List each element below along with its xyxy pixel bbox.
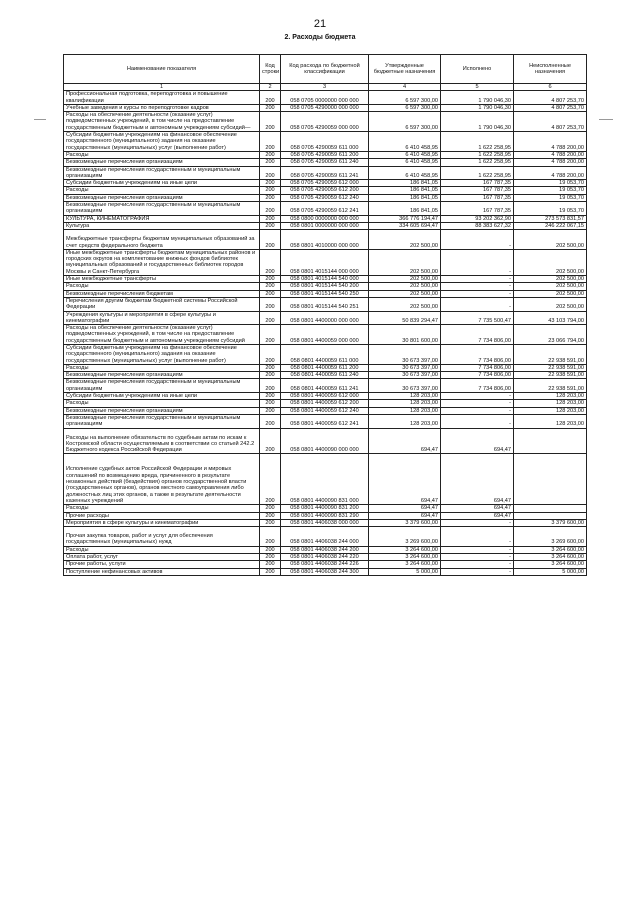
indicator-name-cell: Расходы <box>64 400 260 407</box>
indicator-name-cell: Перечисления другим бюджетам бюджетной системы Российской Федерации <box>64 297 260 311</box>
executed-amount-cell: 1 622 258,95 <box>441 132 514 152</box>
classification-code-cell: 058 0801 4400059 611 241 <box>281 379 369 393</box>
line-code-cell: 200 <box>260 454 281 505</box>
executed-amount-cell: - <box>441 554 514 561</box>
approved-amount-cell: 6 410 458,95 <box>369 166 441 180</box>
approved-amount-cell: 366 776 194,47 <box>369 215 441 222</box>
approved-amount-cell: 5 000,00 <box>369 568 441 575</box>
remaining-amount-cell: 4 788 200,00 <box>514 159 587 166</box>
line-code-cell: 200 <box>260 297 281 311</box>
table-row <box>64 311 587 325</box>
table-row <box>64 91 587 105</box>
executed-amount-cell: 167 787,35 <box>441 194 514 201</box>
line-code-cell: 200 <box>260 325 281 345</box>
table-row <box>64 276 587 283</box>
remaining-amount-cell: 128 203,00 <box>514 407 587 414</box>
executed-amount-cell: 167 787,35 <box>441 202 514 216</box>
indicator-name-cell: Прочие расходы <box>64 512 260 519</box>
table-row <box>64 166 587 180</box>
executed-amount-cell: - <box>441 290 514 297</box>
line-code-cell: 200 <box>260 505 281 512</box>
classification-code-cell: 058 0801 4400059 612 000 <box>281 393 369 400</box>
line-code-cell: 200 <box>260 194 281 201</box>
classification-code-cell: 058 0801 4400059 612 241 <box>281 414 369 428</box>
executed-amount-cell: - <box>441 283 514 290</box>
executed-amount-cell: 1 622 258,95 <box>441 151 514 158</box>
line-code-cell: 200 <box>260 561 281 568</box>
line-code-cell: 200 <box>260 215 281 222</box>
executed-amount-cell: - <box>441 568 514 575</box>
remaining-amount-cell: 22 938 591,00 <box>514 372 587 379</box>
line-code-cell: 200 <box>260 187 281 194</box>
approved-amount-cell: 6 410 458,95 <box>369 159 441 166</box>
table-row <box>64 159 587 166</box>
approved-amount-cell: 128 203,00 <box>369 414 441 428</box>
header-remaining: Неисполненные назначения <box>514 55 587 84</box>
table-row <box>64 519 587 526</box>
executed-amount-cell: - <box>441 407 514 414</box>
executed-amount-cell: - <box>441 400 514 407</box>
page-number: 21 <box>313 18 327 30</box>
indicator-name-cell: Расходы на обеспечение деятельности (оказание услуг) подведомственных учреждений, в том числе на предоставление государственным бюджетным и автономным учреждениям субсидий <box>64 325 260 345</box>
line-code-cell: 200 <box>260 276 281 283</box>
indicator-name-cell: Расходы <box>64 364 260 371</box>
table-row <box>64 222 587 229</box>
classification-code-cell: 058 0801 4406038 000 000 <box>281 519 369 526</box>
line-code-cell: 200 <box>260 104 281 111</box>
remaining-amount-cell: 4 788 200,00 <box>514 166 587 180</box>
column-number: 3 <box>281 84 369 91</box>
classification-code-cell: 058 0801 4015144 000 000 <box>281 249 369 275</box>
executed-amount-cell: - <box>441 276 514 283</box>
classification-code-cell: 058 0705 4290059 611 241 <box>281 166 369 180</box>
table-row <box>64 512 587 519</box>
column-number: 4 <box>369 84 441 91</box>
classification-code-cell: 058 0801 4406038 244 220 <box>281 554 369 561</box>
approved-amount-cell: 128 203,00 <box>369 400 441 407</box>
line-code-cell: 200 <box>260 112 281 132</box>
executed-amount-cell: 7 734 806,00 <box>441 379 514 393</box>
line-code-cell: 200 <box>260 527 281 547</box>
table-row <box>64 561 587 568</box>
classification-code-cell: 058 0801 4400059 611 200 <box>281 364 369 371</box>
line-code-cell: 200 <box>260 393 281 400</box>
executed-amount-cell: 1 790 046,30 <box>441 104 514 111</box>
line-code-cell: 200 <box>260 568 281 575</box>
remaining-amount-cell: 19 053,70 <box>514 194 587 201</box>
remaining-amount-cell: 22 938 591,00 <box>514 364 587 371</box>
remaining-amount-cell: 3 269 600,00 <box>514 527 587 547</box>
executed-amount-cell: 1 622 258,95 <box>441 159 514 166</box>
line-code-cell: 200 <box>260 519 281 526</box>
executed-amount-cell: 694,47 <box>441 512 514 519</box>
executed-amount-cell: - <box>441 297 514 311</box>
indicator-name-cell: Поступление нефинансовых активов <box>64 568 260 575</box>
remaining-amount-cell: 202 500,00 <box>514 230 587 250</box>
executed-amount-cell: 7 734 806,00 <box>441 344 514 364</box>
executed-amount-cell: 88 383 627,32 <box>441 222 514 229</box>
line-code-cell: 200 <box>260 311 281 325</box>
table-row <box>64 194 587 201</box>
classification-code-cell: 058 0705 4290000 000 000 <box>281 104 369 111</box>
table-row <box>64 283 587 290</box>
approved-amount-cell: 202 500,00 <box>369 249 441 275</box>
indicator-name-cell: Расходы <box>64 546 260 553</box>
table-row <box>64 407 587 414</box>
remaining-amount-cell: 128 203,00 <box>514 393 587 400</box>
remaining-amount-cell: 19 053,70 <box>514 187 587 194</box>
margin-mark-left <box>34 119 46 120</box>
table-row <box>64 180 587 187</box>
indicator-name-cell: Учреждения культуры и мероприятия в сфере культуры и кинематографии <box>64 311 260 325</box>
executed-amount-cell: 7 734 806,00 <box>441 364 514 371</box>
indicator-name-cell: Расходы <box>64 505 260 512</box>
approved-amount-cell: 30 801 600,00 <box>369 325 441 345</box>
approved-amount-cell: 6 597 300,00 <box>369 104 441 111</box>
table-row <box>64 325 587 345</box>
approved-amount-cell: 128 203,00 <box>369 407 441 414</box>
classification-code-cell: 058 0705 4290059 612 200 <box>281 187 369 194</box>
line-code-cell: 200 <box>260 512 281 519</box>
executed-amount-cell: 167 787,35 <box>441 180 514 187</box>
header-approved: Утвержденные бюджетные назначения <box>369 55 441 84</box>
approved-amount-cell: 202 500,00 <box>369 230 441 250</box>
indicator-name-cell: Межбюджетные трансферты бюджетам муниципальных образований за счет средств федерального бюджета <box>64 230 260 250</box>
classification-code-cell: 058 0705 4290059 611 200 <box>281 151 369 158</box>
executed-amount-cell: 1 790 046,30 <box>441 112 514 132</box>
line-code-cell: 200 <box>260 91 281 105</box>
indicator-name-cell: Культура <box>64 222 260 229</box>
executed-amount-cell: - <box>441 561 514 568</box>
executed-amount-cell: - <box>441 230 514 250</box>
classification-code-cell: 058 0705 4290059 611 240 <box>281 159 369 166</box>
classification-code-cell: 058 0801 4015144 540 251 <box>281 297 369 311</box>
classification-code-cell: 058 0801 4015144 540 200 <box>281 283 369 290</box>
column-number: 2 <box>260 84 281 91</box>
line-code-cell: 200 <box>260 407 281 414</box>
remaining-amount-cell: 3 264 600,00 <box>514 561 587 568</box>
approved-amount-cell: 6 597 300,00 <box>369 112 441 132</box>
table-row <box>64 428 587 454</box>
classification-code-cell: 058 0801 4400059 611 000 <box>281 344 369 364</box>
executed-amount-cell: - <box>441 546 514 553</box>
header-line-code: Код строки <box>260 55 281 84</box>
table-row <box>64 546 587 553</box>
indicator-name-cell: Субсидии бюджетным учреждениям на финансовое обеспечение государственного (муниципального) задания на оказание государственных (муниципальных) услуг (выполнение работ) <box>64 132 260 152</box>
approved-amount-cell: 6 410 458,95 <box>369 151 441 158</box>
column-number-row <box>64 84 587 91</box>
executed-amount-cell: - <box>441 414 514 428</box>
table-row <box>64 344 587 364</box>
indicator-name-cell: Исполнение судебных актов Российской Федерации и мировых соглашений по возмещению вреда, причиненного в результате незаконных действий (бездействия) органов государственной власти (государственных органов), органов местного самоуправления либо должностных лиц этих органов, а также в результате деятельности казенных учреждений <box>64 454 260 505</box>
line-code-cell: 200 <box>260 400 281 407</box>
table-row <box>64 104 587 111</box>
executed-amount-cell: 694,47 <box>441 505 514 512</box>
line-code-cell: 200 <box>260 202 281 216</box>
executed-amount-cell: 7 735 500,47 <box>441 311 514 325</box>
approved-amount-cell: 128 203,00 <box>369 393 441 400</box>
remaining-amount-cell: 19 053,70 <box>514 180 587 187</box>
approved-amount-cell: 694,47 <box>369 505 441 512</box>
indicator-name-cell: Оплата работ, услуг <box>64 554 260 561</box>
approved-amount-cell: 30 673 397,00 <box>369 372 441 379</box>
header-indicator-name: Наименование показателя <box>64 55 260 84</box>
indicator-name-cell: Иные межбюджетные трансферты <box>64 276 260 283</box>
table-row <box>64 132 587 152</box>
table-row <box>64 297 587 311</box>
header-executed: Исполнено <box>441 55 514 84</box>
table-row <box>64 249 587 275</box>
classification-code-cell: 058 0705 0000000 000 000 <box>281 91 369 105</box>
remaining-amount-cell <box>514 505 587 512</box>
classification-code-cell: 058 0801 4400059 612 240 <box>281 407 369 414</box>
remaining-amount-cell <box>514 512 587 519</box>
approved-amount-cell: 186 841,05 <box>369 187 441 194</box>
line-code-cell: 200 <box>260 159 281 166</box>
remaining-amount-cell: 202 500,00 <box>514 290 587 297</box>
indicator-name-cell: Профессиональная подготовка, переподготовка и повышение квалификации <box>64 91 260 105</box>
approved-amount-cell: 30 673 397,00 <box>369 379 441 393</box>
line-code-cell: 200 <box>260 414 281 428</box>
indicator-name-cell: Безвозмездные перечисления государственным и муниципальным организациям <box>64 379 260 393</box>
indicator-name-cell: Прочая закупка товаров, работ и услуг для обеспечения государственных (муниципальных) нужд <box>64 527 260 547</box>
classification-code-cell: 058 0801 4400059 000 000 <box>281 325 369 345</box>
executed-amount-cell: - <box>441 527 514 547</box>
table-header-row <box>64 55 587 84</box>
indicator-name-cell: Субсидии бюджетным учреждениям на иные цели <box>64 180 260 187</box>
executed-amount-cell: 7 734 806,00 <box>441 372 514 379</box>
indicator-name-cell: Безвозмездные перечисления бюджетам <box>64 290 260 297</box>
remaining-amount-cell: 4 807 253,70 <box>514 112 587 132</box>
classification-code-cell: 058 0801 4400090 000 000 <box>281 428 369 454</box>
table-row <box>64 372 587 379</box>
column-number: 5 <box>441 84 514 91</box>
line-code-cell: 200 <box>260 546 281 553</box>
classification-code-cell: 058 0801 4400090 831 290 <box>281 512 369 519</box>
line-code-cell: 200 <box>260 379 281 393</box>
table-row <box>64 554 587 561</box>
approved-amount-cell: 694,47 <box>369 454 441 505</box>
line-code-cell: 200 <box>260 554 281 561</box>
remaining-amount-cell: 128 203,00 <box>514 400 587 407</box>
indicator-name-cell: Безвозмездные перечисления государственным и муниципальным организациям <box>64 166 260 180</box>
line-code-cell: 200 <box>260 230 281 250</box>
approved-amount-cell: 694,47 <box>369 428 441 454</box>
indicator-name-cell: Безвозмездные перечисления организациям <box>64 194 260 201</box>
approved-amount-cell: 694,47 <box>369 512 441 519</box>
remaining-amount-cell: 273 573 831,57 <box>514 215 587 222</box>
executed-amount-cell: 1 790 046,30 <box>441 91 514 105</box>
remaining-amount-cell: 202 500,00 <box>514 283 587 290</box>
approved-amount-cell: 3 264 600,00 <box>369 554 441 561</box>
approved-amount-cell: 3 379 600,00 <box>369 519 441 526</box>
classification-code-cell: 058 0705 4290059 612 000 <box>281 180 369 187</box>
approved-amount-cell: 202 500,00 <box>369 297 441 311</box>
executed-amount-cell: 694,47 <box>441 428 514 454</box>
executed-amount-cell: 167 787,35 <box>441 187 514 194</box>
line-code-cell: 200 <box>260 222 281 229</box>
line-code-cell: 200 <box>260 249 281 275</box>
approved-amount-cell: 3 264 600,00 <box>369 561 441 568</box>
remaining-amount-cell: 4 788 200,00 <box>514 151 587 158</box>
table-row <box>64 202 587 216</box>
remaining-amount-cell: 3 379 600,00 <box>514 519 587 526</box>
indicator-name-cell: Субсидии бюджетным учреждениям на финансовое обеспечение государственного (муниципального) задания на оказание государственных (муниципальных) услуг (выполнение работ) <box>64 344 260 364</box>
classification-code-cell: 058 0801 4406038 244 000 <box>281 527 369 547</box>
classification-code-cell: 058 0801 4400000 000 000 <box>281 311 369 325</box>
remaining-amount-cell: 4 807 253,70 <box>514 104 587 111</box>
approved-amount-cell: 334 605 694,47 <box>369 222 441 229</box>
approved-amount-cell: 202 500,00 <box>369 276 441 283</box>
table-row <box>64 393 587 400</box>
indicator-name-cell: Расходы <box>64 187 260 194</box>
classification-code-cell: 058 0801 4400059 611 240 <box>281 372 369 379</box>
table-row <box>64 400 587 407</box>
remaining-amount-cell: 246 222 067,15 <box>514 222 587 229</box>
classification-code-cell: 058 0801 4015144 540 000 <box>281 276 369 283</box>
remaining-amount-cell: 4 807 253,70 <box>514 91 587 105</box>
table-row <box>64 112 587 132</box>
table-row <box>64 215 587 222</box>
remaining-amount-cell: 5 000,00 <box>514 568 587 575</box>
approved-amount-cell: 30 673 397,00 <box>369 344 441 364</box>
indicator-name-cell: Учебные заведения и курсы по переподготовке кадров <box>64 104 260 111</box>
table-row <box>64 568 587 575</box>
indicator-name-cell: Прочие работы, услуги <box>64 561 260 568</box>
approved-amount-cell: 3 269 600,00 <box>369 527 441 547</box>
remaining-amount-cell: 3 264 600,00 <box>514 554 587 561</box>
executed-amount-cell: - <box>441 519 514 526</box>
classification-code-cell: 058 0800 0000000 000 000 <box>281 215 369 222</box>
table-row <box>64 187 587 194</box>
indicator-name-cell: Безвозмездные перечисления организациям <box>64 159 260 166</box>
line-code-cell: 200 <box>260 372 281 379</box>
line-code-cell: 200 <box>260 151 281 158</box>
remaining-amount-cell: 4 788 200,00 <box>514 132 587 152</box>
line-code-cell: 200 <box>260 132 281 152</box>
table-row <box>64 414 587 428</box>
header-classification-code: Код расхода по бюджетной классификации <box>281 55 369 84</box>
line-code-cell: 200 <box>260 166 281 180</box>
indicator-name-cell: Расходы на выполнение обязательств по судебным актам по искам к Костромской области осуществляемым в соответствии со статьей 242.2 Бюджетного кодекса Российской Федерации <box>64 428 260 454</box>
table-row <box>64 151 587 158</box>
line-code-cell: 200 <box>260 180 281 187</box>
line-code-cell: 200 <box>260 364 281 371</box>
table-row <box>64 364 587 371</box>
indicator-name-cell: Субсидии бюджетным учреждениям на иные цели <box>64 393 260 400</box>
column-number: 1 <box>64 84 260 91</box>
remaining-amount-cell: 202 500,00 <box>514 276 587 283</box>
approved-amount-cell: 6 597 300,00 <box>369 91 441 105</box>
line-code-cell: 200 <box>260 290 281 297</box>
indicator-name-cell: Расходы <box>64 283 260 290</box>
classification-code-cell: 058 0801 4015144 540 250 <box>281 290 369 297</box>
indicator-name-cell: Мероприятия в сфере культуры и кинематографии <box>64 519 260 526</box>
table-body <box>64 91 587 576</box>
executed-amount-cell: 1 622 258,95 <box>441 166 514 180</box>
executed-amount-cell: 694,47 <box>441 454 514 505</box>
classification-code-cell: 058 0705 4290059 612 240 <box>281 194 369 201</box>
classification-code-cell: 058 0801 4010000 000 000 <box>281 230 369 250</box>
remaining-amount-cell: 202 500,00 <box>514 297 587 311</box>
executed-amount-cell: - <box>441 249 514 275</box>
classification-code-cell: 058 0705 4290059 611 000 <box>281 132 369 152</box>
table-row <box>64 454 587 505</box>
indicator-name-cell: Безвозмездные перечисления организациям <box>64 372 260 379</box>
line-code-cell: 200 <box>260 428 281 454</box>
classification-code-cell: 058 0801 4406038 244 226 <box>281 561 369 568</box>
line-code-cell: 200 <box>260 344 281 364</box>
indicator-name-cell: Расходы <box>64 151 260 158</box>
remaining-amount-cell <box>514 454 587 505</box>
classification-code-cell: 058 0801 4400090 831 200 <box>281 505 369 512</box>
classification-code-cell: 058 0801 0000000 000 000 <box>281 222 369 229</box>
table-row <box>64 230 587 250</box>
line-code-cell: 200 <box>260 283 281 290</box>
approved-amount-cell: 3 264 600,00 <box>369 546 441 553</box>
remaining-amount-cell: 3 264 600,00 <box>514 546 587 553</box>
classification-code-cell: 058 0705 4290059 000 000 <box>281 112 369 132</box>
classification-code-cell: 058 0801 4406038 244 200 <box>281 546 369 553</box>
remaining-amount-cell: 128 203,00 <box>514 414 587 428</box>
executed-amount-cell: 93 202 362,90 <box>441 215 514 222</box>
expenses-table <box>63 54 587 576</box>
remaining-amount-cell: 202 500,00 <box>514 249 587 275</box>
column-number: 6 <box>514 84 587 91</box>
classification-code-cell: 058 0801 4400059 612 200 <box>281 400 369 407</box>
indicator-name-cell: Иные межбюджетные трансферты бюджетам муниципальных районов и городских округов на комплектование книжных фондов библиотек муниципальных образований и государственных библиотек городов Москвы и Санкт-Петербурга <box>64 249 260 275</box>
approved-amount-cell: 50 839 294,47 <box>369 311 441 325</box>
table-row <box>64 379 587 393</box>
executed-amount-cell: 7 734 806,00 <box>441 325 514 345</box>
indicator-name-cell: Безвозмездные перечисления организациям <box>64 407 260 414</box>
remaining-amount-cell: 22 938 591,00 <box>514 379 587 393</box>
classification-code-cell: 058 0705 4290059 612 241 <box>281 202 369 216</box>
indicator-name-cell: Безвозмездные перечисления государственным и муниципальным организациям <box>64 202 260 216</box>
classification-code-cell: 058 0801 4400090 831 000 <box>281 454 369 505</box>
executed-amount-cell: - <box>441 393 514 400</box>
approved-amount-cell: 202 500,00 <box>369 290 441 297</box>
remaining-amount-cell <box>514 428 587 454</box>
approved-amount-cell: 202 500,00 <box>369 283 441 290</box>
section-title: 2. Расходы бюджета <box>284 34 356 41</box>
table-row <box>64 505 587 512</box>
approved-amount-cell: 30 673 397,00 <box>369 364 441 371</box>
approved-amount-cell: 186 841,05 <box>369 194 441 201</box>
approved-amount-cell: 186 841,05 <box>369 180 441 187</box>
remaining-amount-cell: 43 103 794,00 <box>514 311 587 325</box>
remaining-amount-cell: 22 938 591,00 <box>514 344 587 364</box>
indicator-name-cell: Безвозмездные перечисления государственным и муниципальным организациям <box>64 414 260 428</box>
margin-mark-right <box>599 119 613 120</box>
classification-code-cell: 058 0801 4406038 244 300 <box>281 568 369 575</box>
table-row <box>64 527 587 547</box>
indicator-name-cell: КУЛЬТУРА, КИНЕМАТОГРАФИЯ <box>64 215 260 222</box>
indicator-name-cell: Расходы на обеспечение деятельности (оказание услуг) подведомственных учреждений, в том числе на предоставление государственным бюджетным и автономным учреждениям субсидий— <box>64 112 260 132</box>
remaining-amount-cell: 19 053,70 <box>514 202 587 216</box>
table-row <box>64 290 587 297</box>
approved-amount-cell: 6 410 458,95 <box>369 132 441 152</box>
remaining-amount-cell: 23 066 794,00 <box>514 325 587 345</box>
approved-amount-cell: 186 841,05 <box>369 202 441 216</box>
